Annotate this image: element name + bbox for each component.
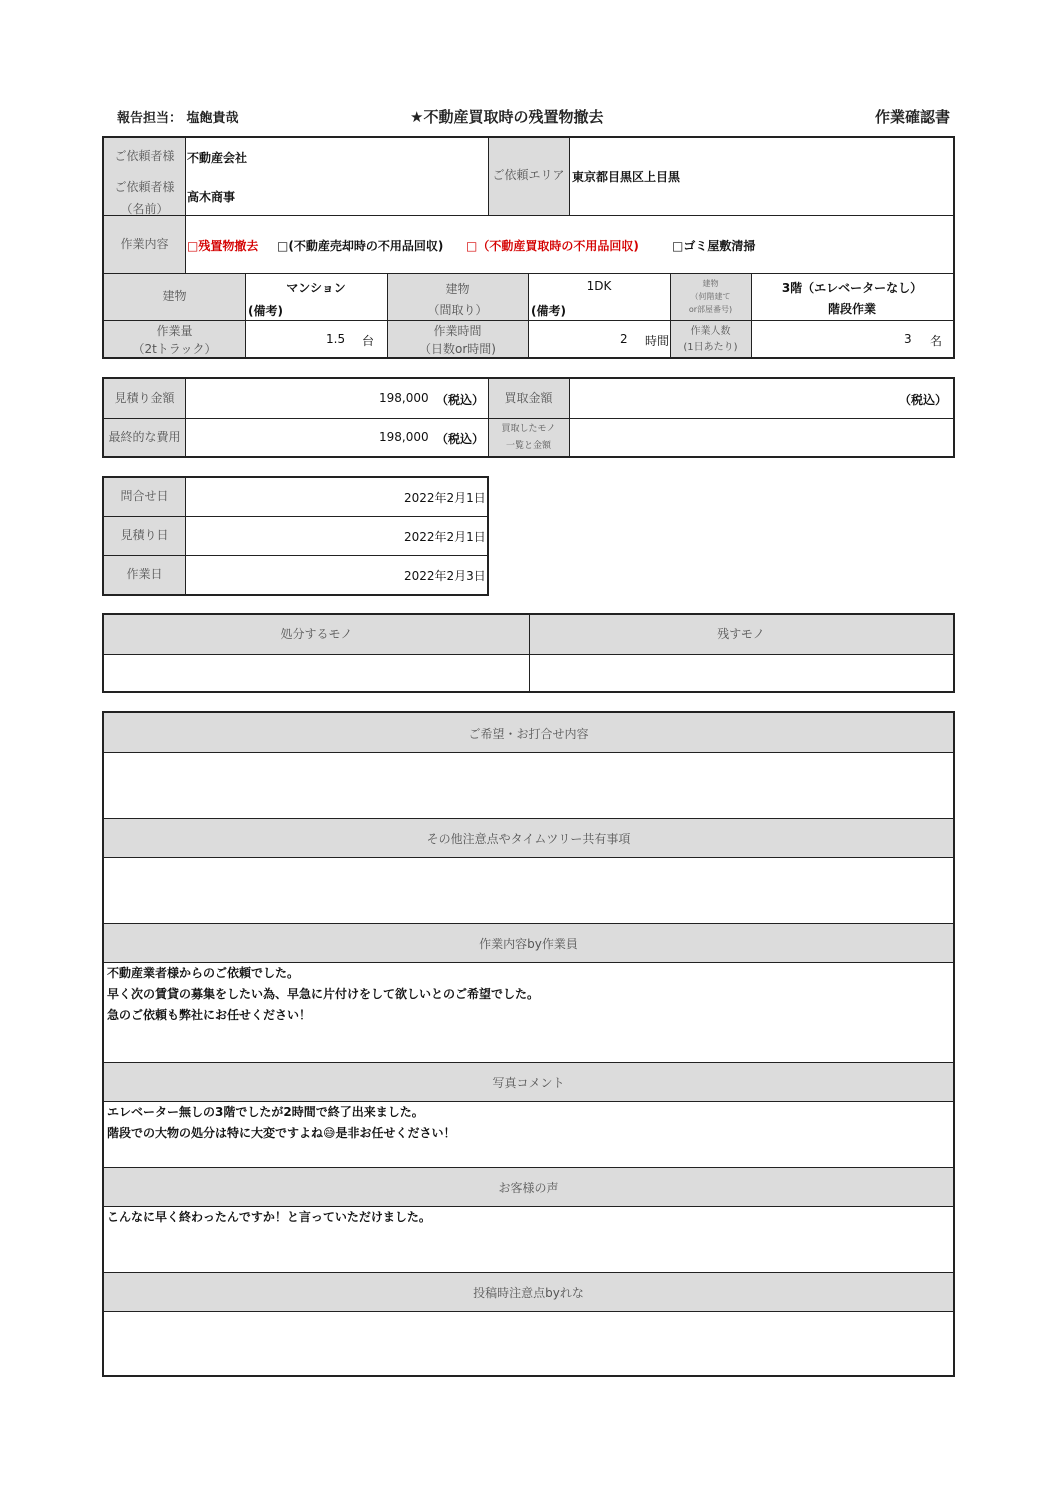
buy-price-value: （税込） [899, 393, 948, 407]
staff-label: 作業人数 (1日あたり) [683, 326, 738, 353]
final-cost-tax: （税込） [436, 432, 485, 446]
keep-items-label: 残すモノ [717, 627, 765, 641]
volume-label: 作業量 （2tトラック） [132, 324, 217, 356]
work-option-trash-house: □ゴミ屋敷清掃 [672, 239, 756, 253]
volume-unit: 台 [362, 334, 375, 348]
estimate-tax: （税込） [436, 393, 485, 407]
client-name-value: 高木商事 [187, 190, 236, 204]
building-type: マンション [286, 281, 346, 295]
work-option-removal: □残置物撤去 [187, 239, 259, 253]
estimate-date: 2022年2月1日 [404, 530, 486, 544]
work-date: 2022年2月3日 [404, 569, 486, 583]
final-cost-label: 最終的な費用 [108, 430, 181, 444]
building-note: (備考) [248, 304, 283, 318]
by-worker-text: 不動産業者様からのご依頼でした。 早く次の賃貸の募集をしたい為、早急に片付けをして欲しいとのご希望でした。 急のご依頼も弊社にお任せください！ [107, 966, 540, 1022]
area-value: 東京都目黒区上目黒 [572, 170, 681, 184]
final-cost-value: 198,000 [379, 430, 429, 444]
buy-items-label: 買取したモノ 一覧と金額 [501, 424, 556, 451]
layout-value: 1DK [586, 279, 612, 293]
dispose-items-label: 処分するモノ [280, 627, 353, 641]
client-info-table [102, 136, 955, 359]
work-date-label: 作業日 [126, 567, 163, 581]
floor-value: 3階（エレベーターなし） 階段作業 [781, 281, 923, 316]
work-option-purchase: □（不動産買取時の不用品回収) [466, 239, 639, 253]
time-label: 作業時間 （日数or時間) [419, 324, 496, 356]
estimate-label: 見積り金額 [114, 391, 175, 405]
buy-price-label: 買取金額 [504, 391, 553, 405]
client-value: 不動産会社 [187, 151, 248, 165]
volume-value: 1.5 [326, 332, 346, 346]
posting-notes-section-title: 投稿時注意点byれな [473, 1286, 584, 1300]
layout-note: (備考) [531, 304, 566, 318]
customer-voice-section-title: お客様の声 [498, 1181, 559, 1195]
photo-comment-text: エレベーター無しの3階でしたが2時間で終了出来ました。 階段での大物の処分は特に大変ですよね😅是非お任せください！ [107, 1105, 456, 1140]
floor-label: 建物 （何階建て or部屋番号) [688, 279, 733, 314]
document-type: 作業確認書 [875, 108, 951, 126]
reporter: 報告担当： 塩飽貴哉 [117, 111, 239, 126]
sections-table [102, 711, 955, 1377]
customer-voice-text: こんなに早く終わったんですか！と言っていただけました。 [107, 1210, 431, 1224]
time-value: 2 [620, 332, 628, 346]
items-table [102, 613, 955, 693]
work-option-sale: □(不動産売却時の不用品回収) [277, 239, 444, 253]
inquiry-date: 2022年2月1日 [404, 491, 486, 505]
cost-table [102, 377, 955, 458]
notes-section-title: その他注意点やタイムツリー共有事項 [426, 832, 631, 846]
by-worker-section-title: 作業内容by作業員 [479, 937, 578, 951]
dates-table [102, 476, 489, 596]
photo-comment-section-title: 写真コメント [492, 1076, 565, 1090]
time-unit: 時間 [645, 334, 670, 348]
work-label: 作業内容 [120, 237, 169, 251]
area-label: ご依頼エリア [492, 168, 565, 182]
estimate-value: 198,000 [379, 391, 429, 405]
inquiry-date-label: 問合せ日 [120, 489, 169, 503]
building-label: 建物 [162, 289, 187, 303]
staff-value: 3 [904, 332, 912, 346]
client-name-label: ご依頼者様 （名前） [114, 180, 175, 216]
estimate-date-label: 見積り日 [120, 528, 169, 542]
layout-label: 建物 （間取り） [427, 282, 488, 317]
request-section-title: ご希望・お打合せ内容 [468, 727, 589, 741]
client-label: ご依頼者様 [114, 149, 175, 163]
document-title: ★不動産買取時の残置物撤去 [410, 108, 604, 126]
staff-unit: 名 [930, 334, 943, 348]
